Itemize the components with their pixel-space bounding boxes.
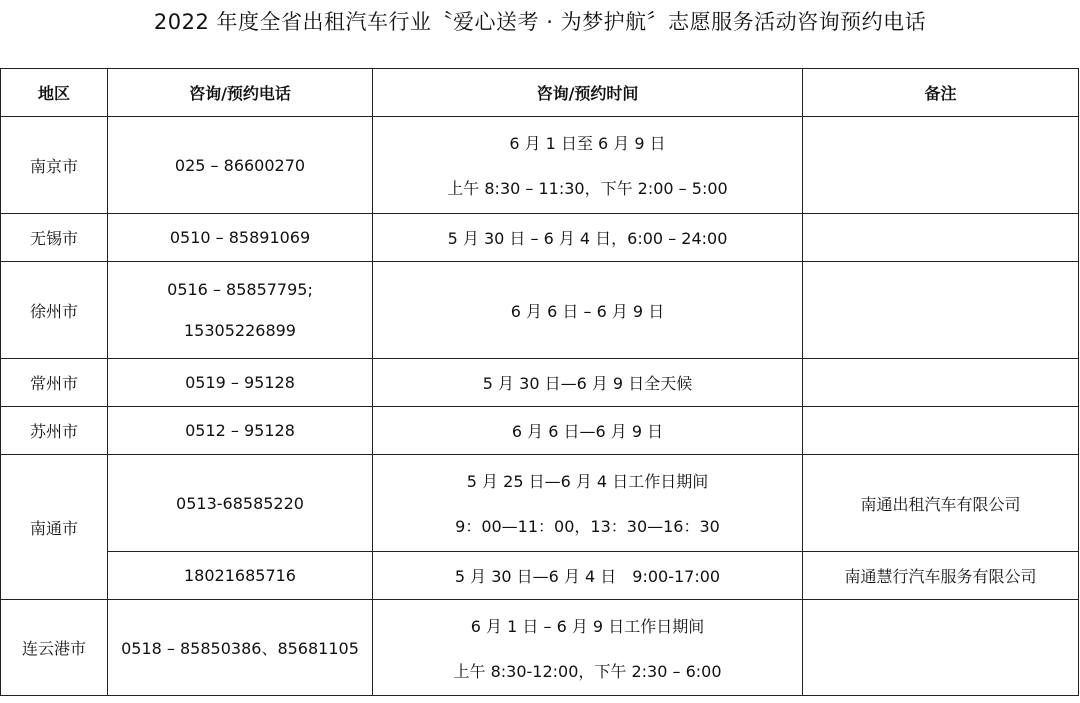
time-line: 6 月 1 日 – 6 月 9 日工作日期间 bbox=[470, 616, 705, 636]
table-row bbox=[1, 359, 1079, 407]
phone-number: 0519 – 95128 bbox=[185, 373, 295, 392]
table-row bbox=[1, 214, 1079, 262]
time-line: 上午 8:30-12:00，下午 2:30 – 6:00 bbox=[453, 661, 722, 681]
table-row bbox=[1, 600, 1079, 696]
phone-cell bbox=[108, 117, 373, 214]
phone-number: 18021685716 bbox=[184, 566, 296, 585]
time-line: 5 月 30 日—6 月 4 日 9:00-17:00 bbox=[454, 567, 721, 586]
phone-cell bbox=[108, 214, 373, 262]
phone-number: 0512 – 95128 bbox=[185, 421, 295, 440]
phone-cell bbox=[108, 359, 373, 407]
time-line: 6 月 6 日 – 6 月 9 日 bbox=[510, 301, 665, 321]
table-row bbox=[1, 407, 1079, 455]
note-cell: 南通出租汽车有限公司 bbox=[803, 455, 1079, 552]
phone-cell bbox=[108, 407, 373, 455]
phone-number: 025 – 86600270 bbox=[174, 155, 306, 175]
region-cell: 徐州市 bbox=[1, 262, 108, 359]
page-title: 2022 年度全省出租汽车行业〝爱心送考 · 为梦护航〞志愿服务活动咨询预约电话 bbox=[153, 10, 927, 34]
phone-number: 0516 – 85857795; bbox=[167, 280, 313, 299]
time-cell bbox=[373, 117, 803, 214]
table-row bbox=[1, 552, 1079, 600]
phone-number: 0510 – 85891069 bbox=[169, 228, 311, 247]
header-note: 备注 bbox=[803, 69, 1079, 117]
header-region: 地区 bbox=[1, 69, 108, 117]
hotline-table bbox=[0, 68, 1079, 696]
time-line: 5 月 25 日—6 月 4 日工作日期间 bbox=[466, 472, 709, 491]
table-header-row bbox=[1, 69, 1079, 117]
phone-number: 0518 – 85850386、85681105 bbox=[121, 639, 359, 658]
time-cell bbox=[373, 455, 803, 552]
time-cell bbox=[373, 359, 803, 407]
note-cell bbox=[803, 262, 1079, 359]
phone-cell bbox=[108, 262, 373, 359]
phone-cell bbox=[108, 600, 373, 696]
region-cell: 连云港市 bbox=[1, 600, 108, 696]
table-row bbox=[1, 262, 1079, 359]
note-cell bbox=[803, 214, 1079, 262]
region-cell: 南京市 bbox=[1, 117, 108, 214]
region-cell: 常州市 bbox=[1, 359, 108, 407]
note-cell bbox=[803, 359, 1079, 407]
time-line: 5 月 30 日—6 月 9 日全天候 bbox=[482, 374, 693, 393]
table-row bbox=[1, 455, 1079, 552]
time-line: 6 月 6 日—6 月 9 日 bbox=[511, 422, 664, 441]
header-phone: 咨询/预约电话 bbox=[108, 69, 373, 117]
header-time: 咨询/预约时间 bbox=[373, 69, 803, 117]
time-cell bbox=[373, 262, 803, 359]
note-cell bbox=[803, 600, 1079, 696]
note-cell bbox=[803, 407, 1079, 455]
note-cell bbox=[803, 117, 1079, 214]
phone-cell bbox=[108, 552, 373, 600]
time-line: 6 月 1 日至 6 月 9 日 bbox=[509, 134, 666, 153]
time-line: 上午 8:30 – 11:30，下午 2:00 – 5:00 bbox=[447, 179, 728, 198]
phone-number: 15305226899 bbox=[184, 321, 296, 340]
phone-number: 0513-68585220 bbox=[176, 493, 304, 513]
table-row bbox=[1, 117, 1079, 214]
region-cell: 南通市 bbox=[1, 455, 108, 600]
time-cell bbox=[373, 600, 803, 696]
time-line: 9：00—11：00，13：30—16：30 bbox=[455, 517, 720, 536]
region-cell: 无锡市 bbox=[1, 214, 108, 262]
time-line: 5 月 30 日 – 6 月 4 日，6:00 – 24:00 bbox=[447, 229, 728, 248]
note-cell: 南通慧行汽车服务有限公司 bbox=[803, 552, 1079, 600]
phone-cell bbox=[108, 455, 373, 552]
region-cell: 苏州市 bbox=[1, 407, 108, 455]
time-cell bbox=[373, 552, 803, 600]
time-cell bbox=[373, 407, 803, 455]
time-cell bbox=[373, 214, 803, 262]
